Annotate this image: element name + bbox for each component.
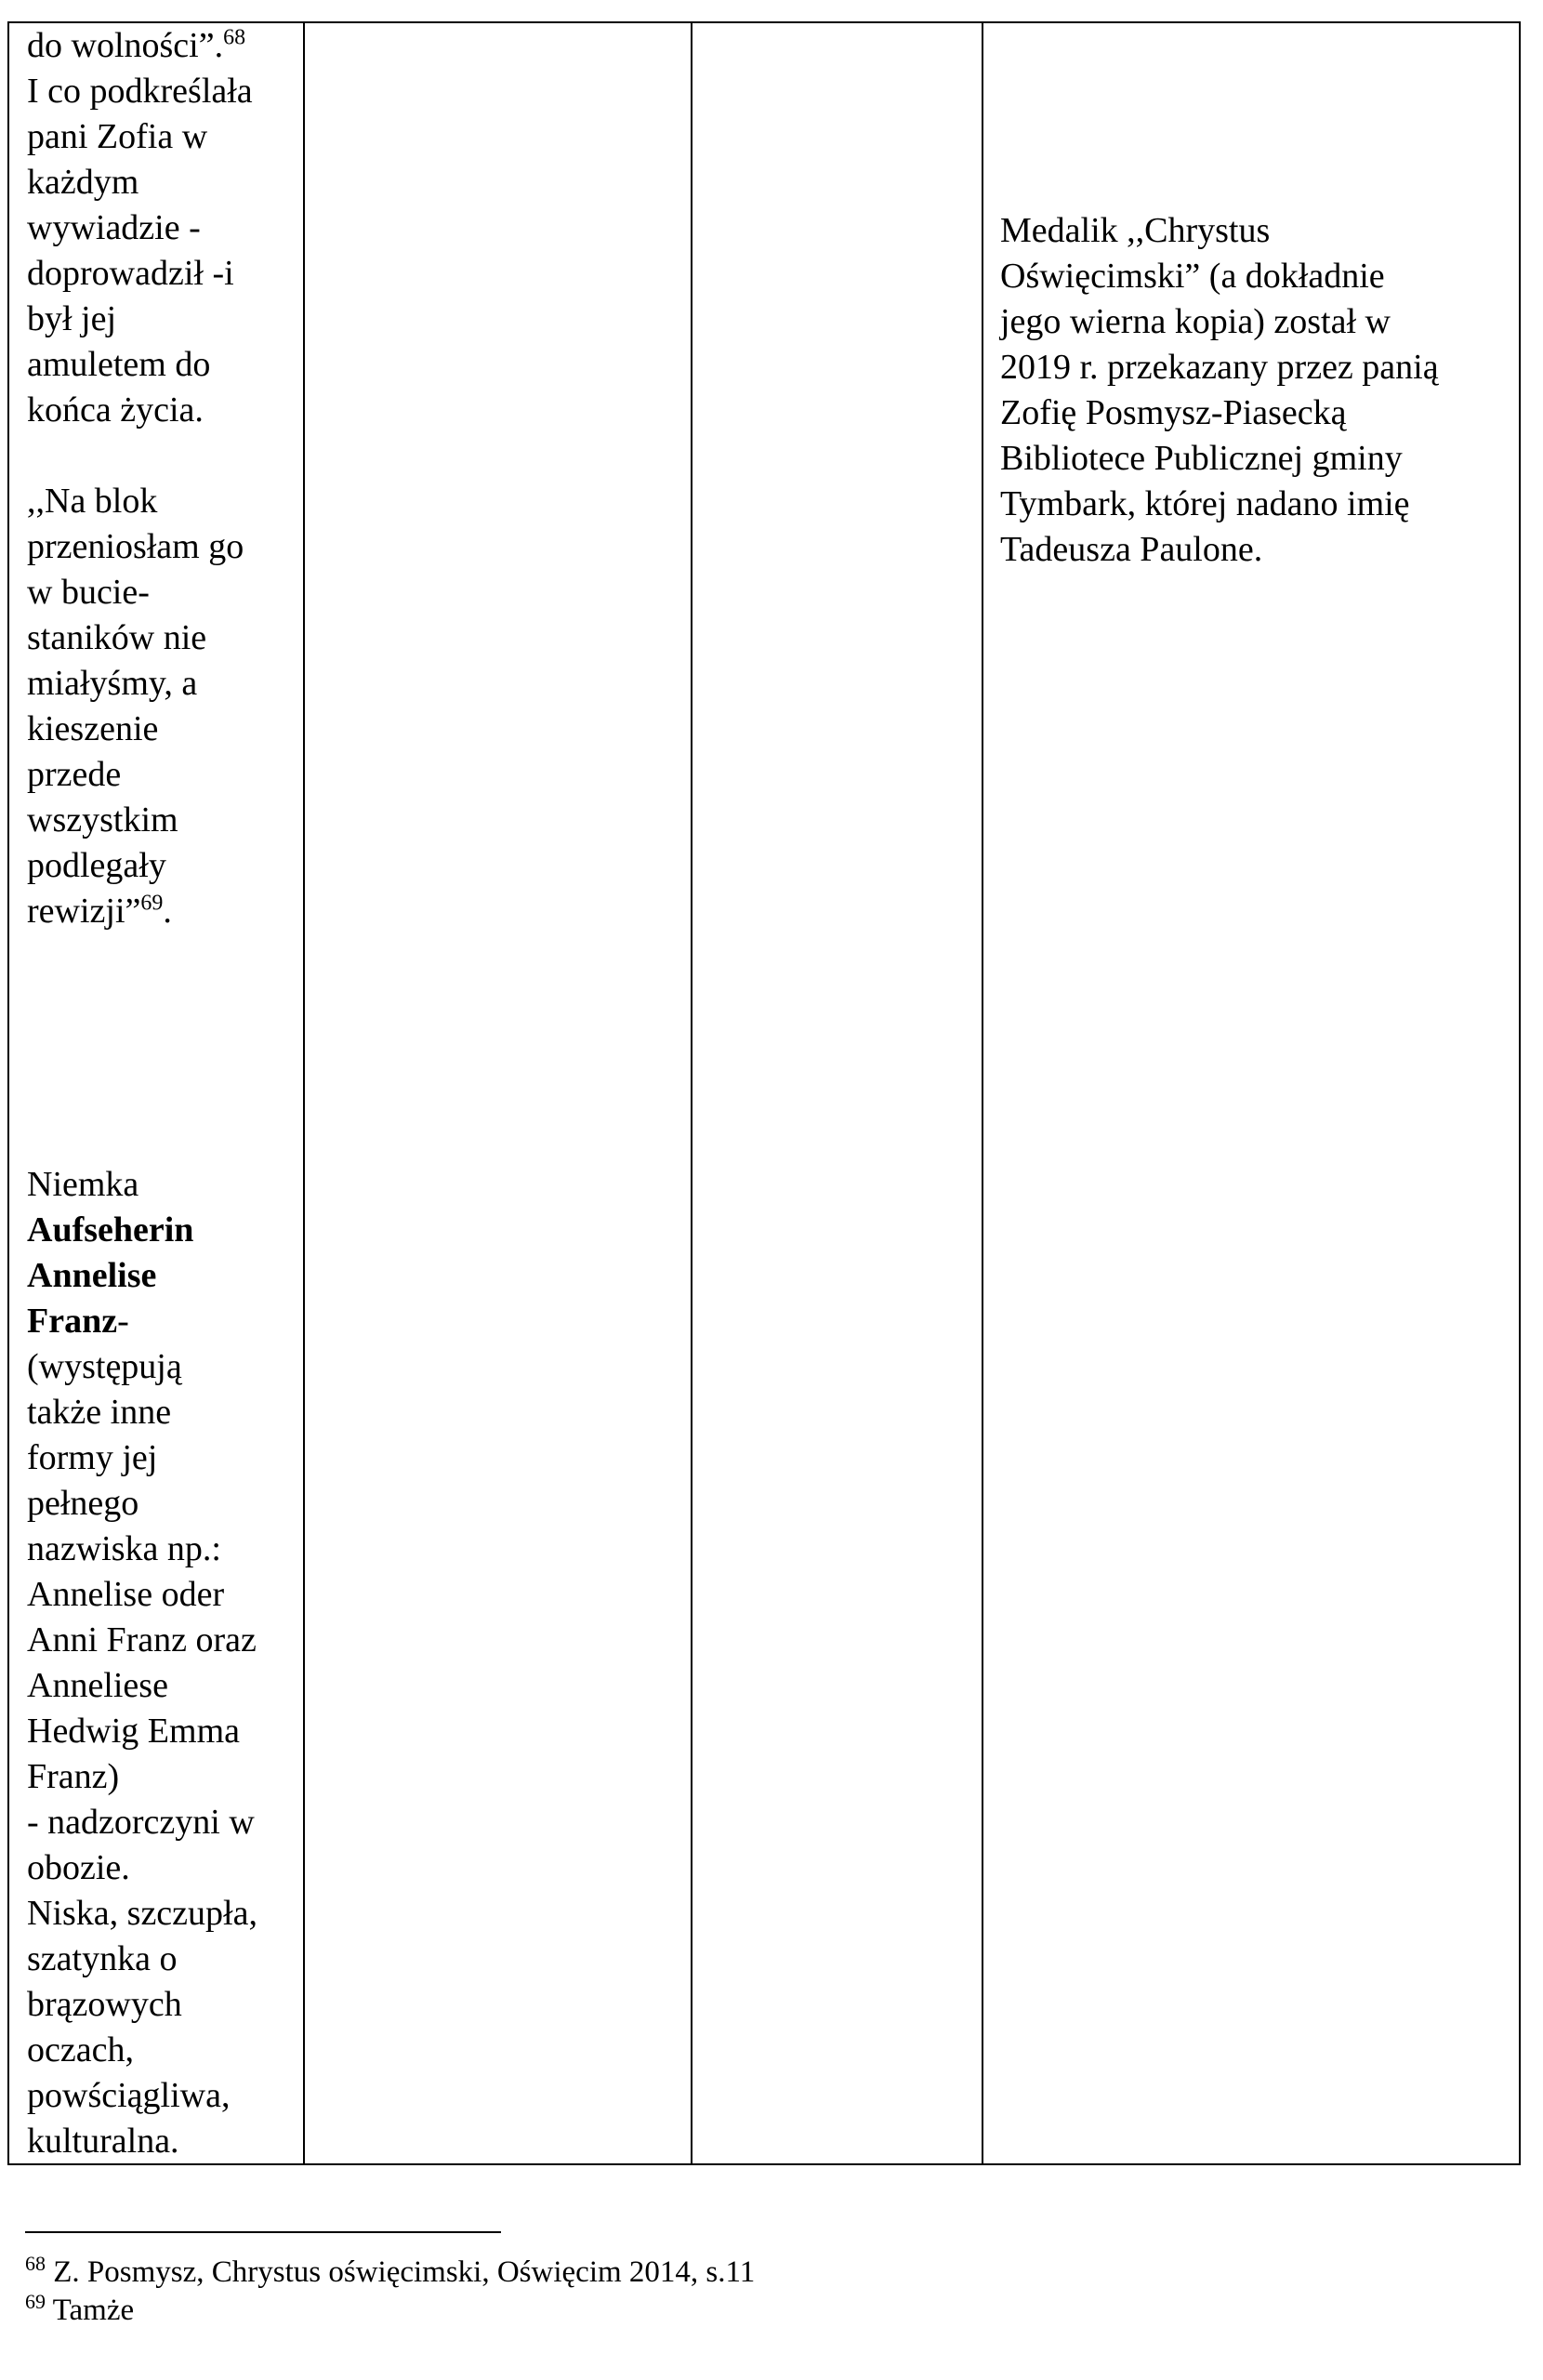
footnote-separator (25, 2231, 501, 2233)
cell-text-part: - (występują także inne formy jej pełnego nazwiska np.: Annelise oder Anni Franz oraz Anneliese Hedwig Emma Franz) - nadzorczyni w obozie. Niska, szczupła, szatynka o brązowych oczach, powściągliwa, kulturalna. (27, 1302, 257, 2161)
footnote-number: 68 (25, 2252, 46, 2275)
cell-medal-history (27, 23, 306, 934)
cell-text-part: Niemka (27, 1165, 139, 1204)
footnote-number: 69 (25, 2290, 46, 2313)
column-divider-3 (982, 23, 983, 2163)
column-divider-2 (691, 23, 692, 2163)
document-table (7, 21, 1521, 2165)
person-name: Aufseherin Annelise Franz (27, 1210, 194, 1341)
footnote-text: Z. Posmysz, Chrystus oświęcimski, Oświęcim 2014, s.11 (53, 2255, 756, 2289)
footnote-ref-69: 69 (140, 891, 164, 916)
cell-text-part: I co podkreślała pani Zofia w każdym wywiadzie - doprowadził -i był jej amuletem do końca życia. ,,Na blok przeniosłam go w bucie- staników nie miałyśmy, a kieszenie przede wszystkim podlegały rewizji” (27, 72, 253, 931)
footnote-ref-68: 68 (223, 25, 246, 50)
cell-text-part: . (163, 892, 172, 931)
cell-medal-donation: Medalik ,,Chrystus Oświęcimski” (a dokładnie jego wierna kopia) został w 2019 r. przekazany przez panią Zofię Posmysz-Piasecką Bibliotece Publicznej gminy Tymbark, której nadano imię Tadeusza Paulone. (1000, 211, 1439, 569)
footnote-text: Tamże (52, 2294, 135, 2327)
cell-annelise-franz (27, 1162, 306, 2164)
footnote-69 (25, 2292, 134, 2329)
footnote-68 (25, 2254, 755, 2291)
cell-text-part: do wolności”. (27, 26, 224, 65)
